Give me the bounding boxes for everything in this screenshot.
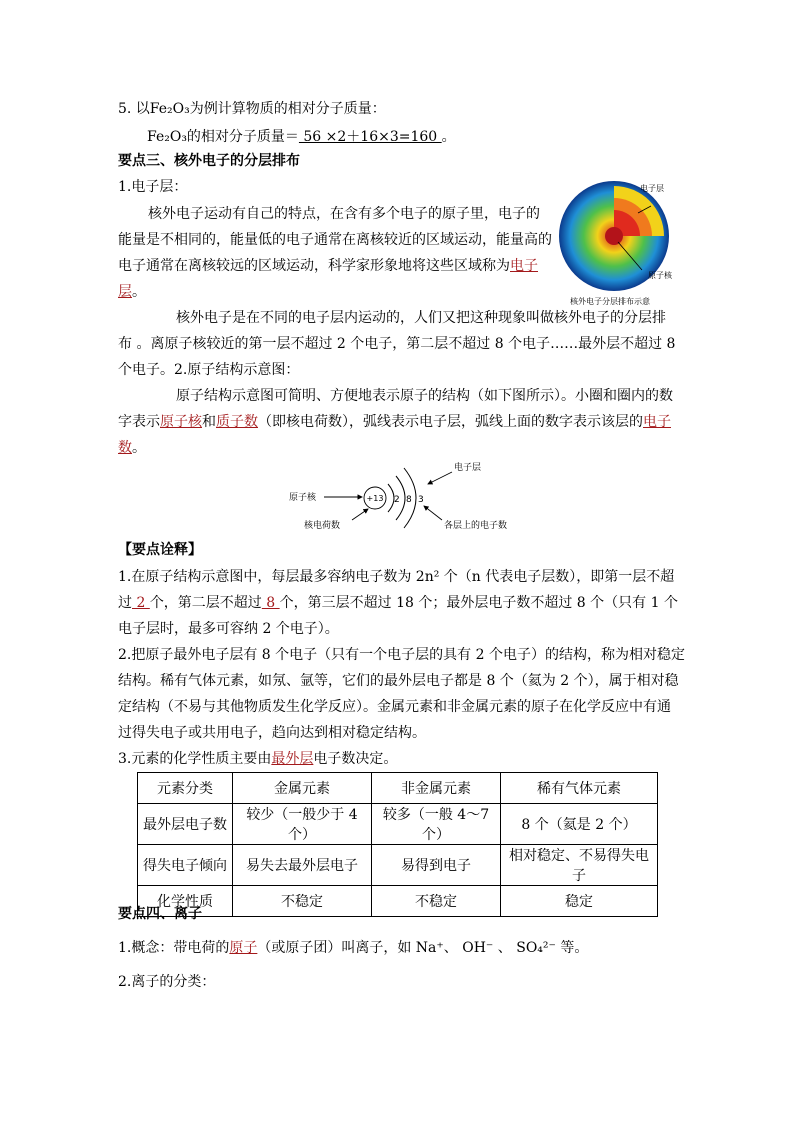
p3-line2-a: 字表示 <box>118 414 160 430</box>
p3-line2-b: 和 <box>202 414 216 430</box>
note2-line1: 2.把原子最外电子层有 8 个电子（只有一个电子层的具有 2 个电子）的结构，称为相对稳定 <box>118 647 685 663</box>
table-row <box>138 845 658 886</box>
item5-answer-prefix: Fe₂O₃的相对分子质量＝ <box>147 129 299 145</box>
p3-line3 <box>118 438 146 458</box>
section4-concept <box>118 938 588 958</box>
table-cell: 相对稳定、不易得失电子 <box>501 845 658 886</box>
p3-line3-red: 数 <box>118 440 132 456</box>
p1-line3 <box>118 256 538 276</box>
p1-line3-text: 电子通常在离核较远的区域运动，科学家形象地将这些区域称为 <box>118 258 510 274</box>
fig2-label-charge: 核电荷数 <box>304 521 341 531</box>
item5-answer <box>147 127 456 147</box>
fig2-label-nucleus: 原子核 <box>289 493 317 503</box>
table-header-cell: 金属元素 <box>233 773 372 804</box>
atom-structure-diagram <box>282 456 522 538</box>
shell1-count: 2 <box>394 495 400 505</box>
section4-classification: 2.离子的分类： <box>118 974 216 990</box>
note1-line2-a: 过 <box>118 595 132 611</box>
note3-red: 最外层 <box>271 751 314 767</box>
notes-title: 【要点诠释】 <box>118 542 202 558</box>
section4-concept-a: 1.概念：带电荷的 <box>118 940 230 956</box>
fig1-label-shell: 电子层 <box>640 184 664 193</box>
section3-title: 要点三、核外电子的分层排布 <box>118 153 300 169</box>
nucleus-charge: +13 <box>366 494 384 503</box>
item5-question: 5. 以Fe₂O₃为例计算物质的相对分子质量： <box>118 101 386 117</box>
table-cell: 易失去最外层电子 <box>233 845 372 886</box>
p1-line2: 能量是不相同的，能量低的电子通常在离核较近的区域运动，能量高的 <box>118 232 552 248</box>
note1-line2 <box>118 593 678 613</box>
table-cell: 不稳定 <box>372 886 501 917</box>
note1-blank1: 2 <box>132 595 150 611</box>
table-cell: 较多（一般 4～7 个） <box>372 804 501 845</box>
p1-line3-red: 电子 <box>510 258 538 274</box>
item5-answer-suffix: 。 <box>441 129 456 145</box>
table-cell: 不稳定 <box>233 886 372 917</box>
note2-line4: 过得失电子或共用电子，趋向达到相对稳定结构。 <box>118 725 426 741</box>
note1-line2-c: 个，第二层不超过 <box>149 595 262 611</box>
table-cell: 较少（一般少于 4 个） <box>233 804 372 845</box>
note2-line3: 定结构（不易与其他物质发生化学反应）。金属元素和非金属元素的原子在化学反应中有通 <box>118 699 671 715</box>
shell2-count: 8 <box>406 495 412 505</box>
note1-line3: 电子层时，最多可容纳 2 个电子）。 <box>118 621 339 637</box>
table-row <box>138 886 658 917</box>
p1-line4 <box>118 282 146 302</box>
p3-line2-c: （即核电荷数），弧线表示电子层，弧线上面的数字表示该层的 <box>258 414 643 430</box>
note3-b: 电子数决定。 <box>313 751 398 767</box>
table-header-cell: 非金属元素 <box>372 773 501 804</box>
p3-line1: 原子结构示意图可简明、方便地表示原子的结构（如下图所示）。小圈和圈内的数 <box>176 388 673 404</box>
table-cell: 得失电子倾向 <box>138 845 233 886</box>
fig1-caption: 核外电子分层排布示意 <box>570 297 650 306</box>
element-classification-table <box>137 772 658 917</box>
table-cell: 最外层电子数 <box>138 804 233 845</box>
fig1-label-nucleus: 原子核 <box>648 271 672 280</box>
fig2-label-electrons: 各层上的电子数 <box>444 521 508 531</box>
p2-line3: 个电子。2.原子结构示意图： <box>118 362 300 378</box>
p2-line2: 布 。离原子核较近的第一层不超过 2 个电子，第二层不超过 8 个电子……最外层不超过 8 <box>118 336 676 352</box>
note1-blank2: 8 <box>261 595 280 611</box>
p1-line4-red: 层 <box>118 284 132 300</box>
note3-a: 3.元素的化学性质主要由 <box>118 751 272 767</box>
note3-line <box>118 749 397 769</box>
note1-line1: 1.在原子结构示意图中，每层最多容纳电子数为 2n² 个（n 代表电子层数），即第一层不超 <box>118 569 675 585</box>
table-cell: 稳定 <box>501 886 658 917</box>
table-cell: 8 个（氦是 2 个） <box>501 804 658 845</box>
table-header-row <box>138 773 658 804</box>
table-cell: 化学性质 <box>138 886 233 917</box>
electron-shell-figure <box>556 178 678 310</box>
section3-sub1: 1.电子层： <box>118 179 188 195</box>
p3-line3-end: 。 <box>132 440 146 456</box>
section4-title: 要点四、离子 <box>118 906 202 922</box>
section4-concept-b: （或原子团）叫离子，如 Na⁺、 OH⁻ 、 SO₄²⁻ 等。 <box>257 940 589 956</box>
note1-line2-d: 个，第三层不超过 18 个；最外层电子数不超过 8 个（只有 1 个 <box>279 595 678 611</box>
note2-line2: 结构。稀有气体元素，如氖、氩等，它们的最外层电子都是 8 个（氦为 2 个），属于相对稳 <box>118 673 679 689</box>
table-header-cell: 稀有气体元素 <box>501 773 658 804</box>
p3-line2-red3: 电子 <box>643 414 671 430</box>
section4-concept-red: 原子 <box>229 940 258 956</box>
shell3-count: 3 <box>418 495 424 505</box>
fig2-label-shell: 电子层 <box>454 463 482 473</box>
p2-line1: 核外电子是在不同的电子层内运动的，人们又把这种现象叫做核外电子的分层排 <box>176 310 666 326</box>
table-header-cell: 元素分类 <box>138 773 233 804</box>
table-row <box>138 804 658 845</box>
table-cell: 易得到电子 <box>372 845 501 886</box>
p3-line2-red2: 质子数 <box>216 414 258 430</box>
item5-answer-blank: 56 ×2＋16×3=160 <box>298 129 442 145</box>
p3-line2-red1: 原子核 <box>160 414 202 430</box>
p1-line1: 核外电子运动有自己的特点，在含有多个电子的原子里，电子的 <box>148 206 540 222</box>
p1-line4-end: 。 <box>132 284 146 300</box>
p3-line2 <box>118 412 671 432</box>
